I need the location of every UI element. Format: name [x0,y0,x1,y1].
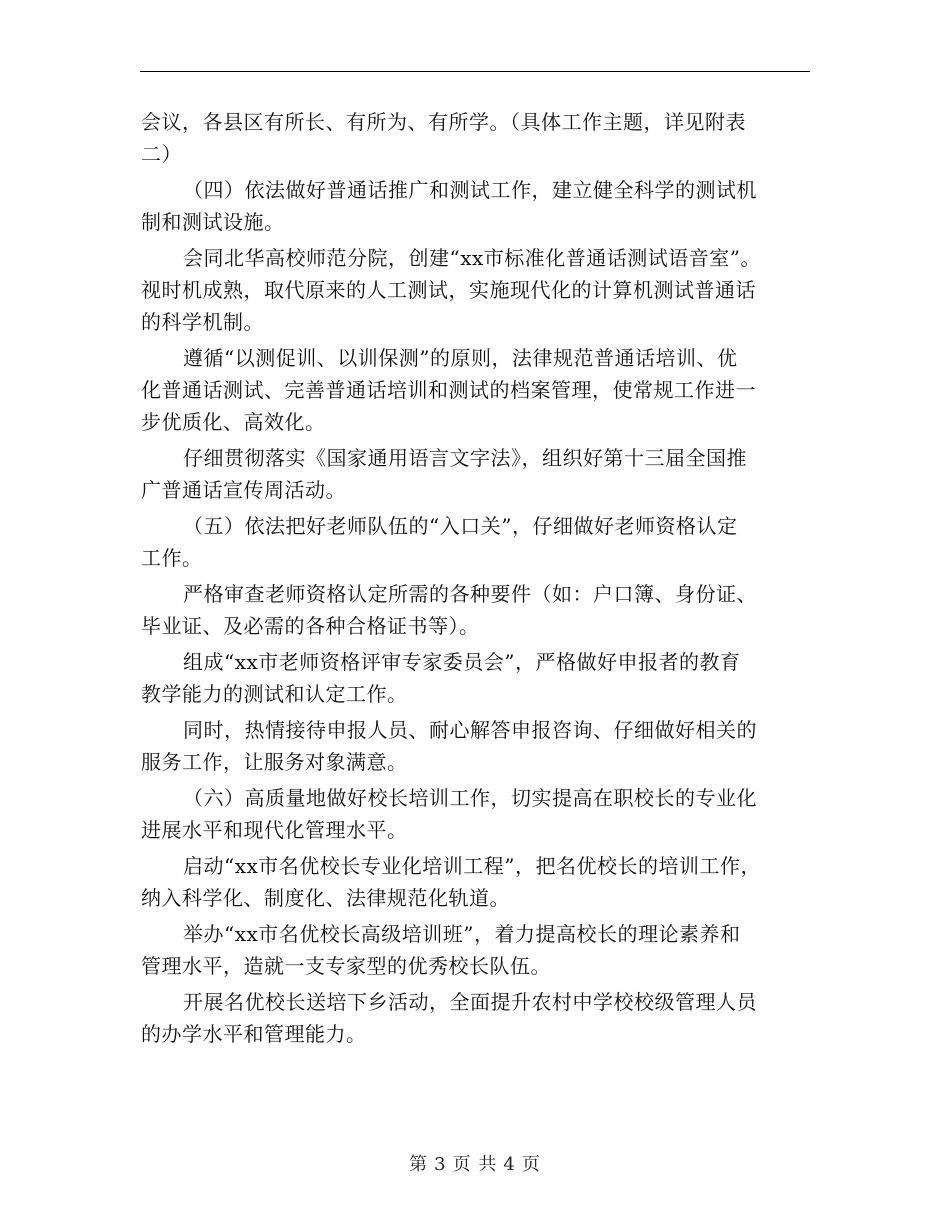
paragraph-first-line: 仔细贯彻落实《国家通用语言文字法》，组织好第十三届全国推 [183,446,747,470]
paragraph-line: 进展水平和现代化管理水平。 [141,818,408,842]
paragraph-line: 的科学机制。 [141,310,264,334]
paragraph-first-line: （四）依法做好普通话推广和测试工作，建立健全科学的测试机 [183,178,757,202]
footer-suffix: 页 [521,1154,541,1175]
paragraph-first-line: 组成“xx市老师资格评审专家委员会”，严格做好申报者的教育 [183,650,741,674]
paragraph-line: 服务工作，让服务对象满意。 [141,750,408,774]
paragraph-line: 毕业证、及必需的各种合格证书等）。 [141,614,480,638]
paragraph-first-line: 同时，热情接待申报人员、耐心解答申报咨询、仔细做好相关的 [183,718,757,742]
paragraph-first-line: 启动“xx市名优校长专业化培训工程”，把名优校长的培训工作， [183,854,762,878]
paragraph-first-line: （六）高质量地做好校长培训工作，切实提高在职校长的专业化 [183,786,757,810]
paragraph-line: 会议，各县区有所长、有所为、有所学。（具体工作主题，详见附表 [141,110,746,134]
paragraph-line: 纳入科学化、制度化、法律规范化轨道。 [141,886,510,910]
header-rule [140,71,810,72]
current-page-number: 3 [434,1154,447,1175]
paragraph-first-line: 开展名优校长送培下乡活动，全面提升农村中学校校级管理人员 [183,990,757,1014]
paragraph-line: 教学能力的测试和认定工作。 [141,682,408,706]
paragraph-first-line: 举办“xx市名优校长高级培训班”，着力提高校长的理论素养和 [183,922,741,946]
paragraph-first-line: 遵循“以测促训、以训保测”的原则，法律规范普通话培训、优 [183,346,738,370]
paragraph-line: 制和测试设施。 [141,210,285,234]
document-body [141,106,811,1050]
page-footer [0,1150,950,1176]
paragraph-line: 视时机成熟，取代原来的人工测试，实施现代化的计算机测试普通话 [141,278,756,302]
paragraph-line: 二） [141,142,182,166]
footer-prefix: 第 [409,1154,429,1175]
paragraph-line: 的办学水平和管理能力。 [141,1022,367,1046]
paragraph-line: 工作。 [141,546,203,570]
paragraph-first-line: 会同北华高校师范分院，创建“xx市标准化普通话测试语音室”。 [183,246,762,270]
paragraph-line: 化普通话测试、完善普通话培训和测试的档案管理，使常规工作进一 [141,378,756,402]
paragraph-first-line: （五）依法把好老师队伍的“入口关”，仔细做好老师资格认定 [183,514,738,538]
total-pages-number: 4 [503,1154,516,1175]
paragraph-line: 管理水平，造就一支专家型的优秀校长队伍。 [141,954,551,978]
paragraph-first-line: 严格审查老师资格认定所需的各种要件（如：户口簿、身份证、 [183,582,757,606]
paragraph-line: 广普通话宣传周活动。 [141,478,346,502]
footer-middle: 页 共 [452,1154,498,1175]
paragraph-line: 步优质化、高效化。 [141,410,326,434]
